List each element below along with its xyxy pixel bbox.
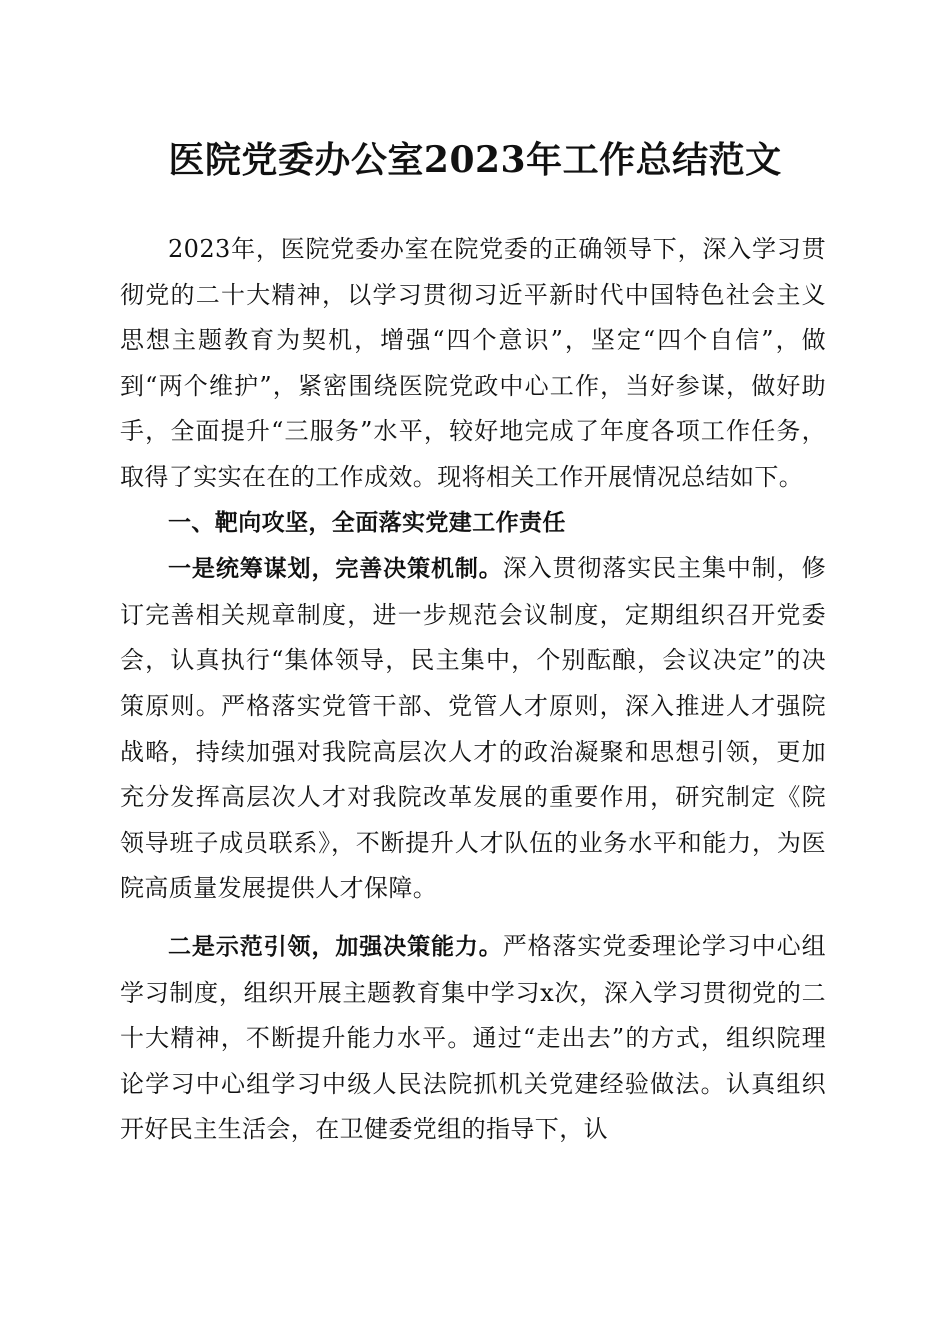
paragraph-lead: 二是示范引领，加强决策能力。	[168, 933, 503, 960]
paragraph-text: 深入贯彻落实民主集中制，修订完善相关规章制度，进一步规范会议制度，定期组织召开党委会，认真执行“集体领导，民主集中，个别酝酿，会议决定”的决策原则。严格落实党管干部、党管人才原则，深入推进人才强院战略，持续加强对我院高层次人才的政治凝聚和思想引领，更加充分发挥高层次人才对我院改革发展的重要作用，研究制定《院领导班子成员联系》，不断提升人才队伍的业务水平和能力，为医院高质量发展提供人才保障。	[120, 554, 826, 903]
document-body	[120, 227, 826, 1153]
body-paragraph	[120, 924, 826, 1153]
paragraph-lead: 一是统筹谋划，完善决策机制。	[168, 556, 503, 583]
body-paragraph	[120, 546, 826, 912]
document-title: 医院党委办公室2023年工作总结范文	[168, 139, 782, 181]
intro-paragraph: 2023年，医院党委办室在院党委的正确领导下，深入学习贯彻党的二十大精神，以学习贯彻习近平新时代中国特色社会主义思想主题教育为契机，增强“四个意识”，坚定“四个自信”，做到“两个维护”，紧密围绕医院党政中心工作，当好参谋，做好助手，全面提升“三服务”水平，较好地完成了年度各项工作任务，取得了实实在在的工作成效。现将相关工作开展情况总结如下。	[120, 235, 826, 491]
paragraph-text: 严格落实党委理论学习中心组学习制度，组织开展主题教育集中学习x次，深入学习贯彻党的二十大精神，不断提升能力水平。通过“走出去”的方式，组织院理论学习中心组学习中级人民法院抓机关党建经验做法。认真组织开好民主生活会，在卫健委党组的指导下，认	[120, 931, 826, 1144]
section-heading: 一、靶向攻坚，全面落实党建工作责任	[168, 509, 566, 536]
